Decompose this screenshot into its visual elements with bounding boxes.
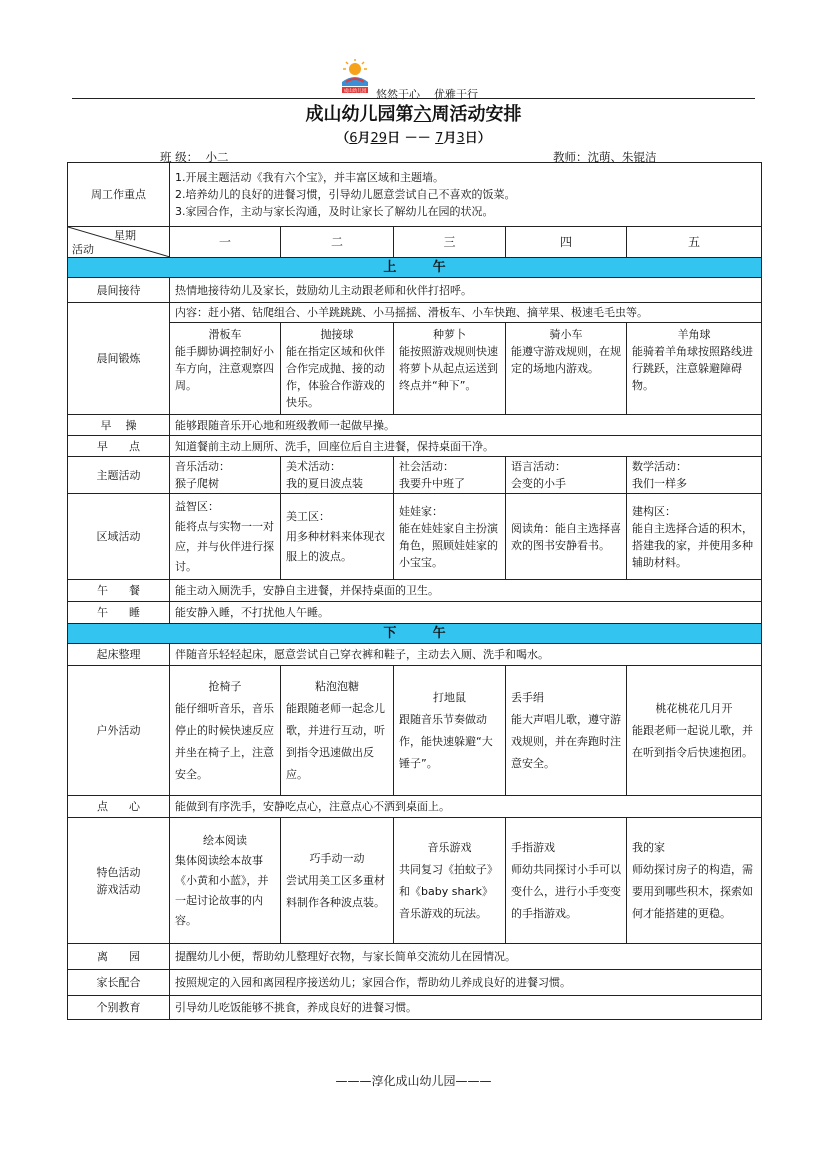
activity-desc: 能按照游戏规则快速将萝卜从起点运送到终点并“种下”。 [399, 345, 498, 392]
activity-desc: 跟随音乐节奏做动作，能快速躲避“大锤子”。 [399, 712, 493, 770]
row-content: 能安静入睡，不打扰他人午睡。 [170, 602, 762, 624]
activity-title: 美术活动： [286, 460, 341, 473]
focus-item: 1.开展主题活动《我有六个宝》，并丰富区域和主题墙。 [175, 171, 444, 184]
row-label: 离 园 [68, 944, 170, 970]
activity-desc: 能仔细听音乐，音乐停止的时候快速反应并坐在椅子上，注意安全。 [175, 701, 274, 781]
activity-desc: 我的夏日波点装 [286, 477, 363, 490]
schedule-table [67, 162, 762, 1020]
logo-text: 成山幼儿园 [343, 89, 367, 94]
activity-desc: 共同复习《拍蚊子》和《baby shark》音乐游戏的玩法。 [399, 862, 498, 920]
area-title: 娃娃家： [399, 504, 443, 518]
area-desc: 能自主选择合适的积木，搭建我的家，并使用多种辅助材料。 [632, 521, 753, 569]
activity-title: 粘泡泡糖 [315, 679, 359, 693]
activity-title: 语言活动： [511, 460, 566, 473]
page-footer: ———淳化成山幼儿园——— [335, 1074, 492, 1088]
focus-item: 3.家园合作，主动与家长沟通，及时让家长了解幼儿在园的状况。 [175, 205, 494, 218]
table-row [68, 323, 762, 415]
row-content: 能做到有序洗手，安静吃点心，注意点心不洒到桌面上。 [170, 796, 762, 818]
page-title: 成山幼儿园第六周活动安排 [305, 104, 522, 125]
activity-desc: 能遵守游戏规则，在规定的场地内游戏。 [511, 345, 621, 375]
row-label: 区域活动 [68, 494, 170, 580]
section-afternoon: 下 午 [68, 624, 762, 644]
section-morning: 上 午 [68, 258, 762, 278]
header-divider [72, 98, 755, 99]
row-content: 内容：赶小猪、钻爬组合、小羊跳跳跳、小马摇摇、滑板车、小车快跑、摘苹果、极速毛毛虫等。 [170, 303, 762, 323]
activity-title: 滑板车 [208, 328, 242, 341]
activity-desc: 集体阅读绘本故事《小黄和小蓝》，并一起讨论故事的内容。 [175, 853, 269, 927]
table-row [68, 602, 762, 624]
area-desc: 能将点与实物一一对应，并与伙伴进行探讨。 [175, 519, 274, 573]
focus-item: 2.培养幼儿的良好的进餐习惯，引导幼儿愿意尝试自己不喜欢的饭菜。 [175, 188, 516, 201]
corner-cell [68, 227, 170, 258]
activity-title: 音乐活动： [175, 460, 230, 473]
corner-top: 星期 [114, 229, 136, 242]
day-header: 四 [506, 227, 627, 258]
area-title: 阅读角： [511, 521, 555, 535]
activity-desc: 能骑着羊角球按照路线进行跳跃，注意躲避障碍物。 [632, 345, 753, 392]
area-desc: 用多种材料来体现衣服上的波点。 [286, 529, 385, 563]
row-label: 个别教育 [68, 996, 170, 1020]
activity-desc: 猴子爬树 [175, 477, 219, 490]
activity-desc: 会变的小手 [511, 477, 566, 490]
weekday-header-row [68, 227, 762, 258]
row-label: 早 点 [68, 436, 170, 457]
row-content: 能够跟随音乐开心地和班级教师一起做早操。 [170, 415, 762, 436]
table-row [68, 996, 762, 1020]
activity-title: 桃花桃花几月开 [655, 701, 733, 715]
activity-desc: 师幼共同探讨小手可以变什么，进行小手变变的手指游戏。 [511, 862, 621, 920]
row-content: 伴随音乐轻轻起床，愿意尝试自己穿衣裤和鞋子，主动去入厕、洗手和喝水。 [170, 644, 762, 666]
table-row [68, 457, 762, 494]
day-header: 五 [627, 227, 762, 258]
day-header: 一 [170, 227, 281, 258]
table-row [68, 796, 762, 818]
table-row [68, 944, 762, 970]
activity-desc: 能在指定区域和伙伴合作完成抛、接的动作，体验合作游戏的快乐。 [286, 345, 385, 409]
row-content: 引导幼儿吃饭能够不挑食，养成良好的进餐习惯。 [170, 996, 762, 1020]
row-content: 热情地接待幼儿及家长，鼓励幼儿主动跟老师和伙伴打招呼。 [170, 278, 762, 303]
activity-desc: 师幼探讨房子的构造，需要用到哪些积木，探索如何才能搭建的更稳。 [632, 862, 753, 920]
table-row [68, 303, 762, 323]
row-content: 按照规定的入园和离园程序接送幼儿；家园合作，帮助幼儿养成良好的进餐习惯。 [170, 970, 762, 996]
table-row [68, 970, 762, 996]
table-row [68, 580, 762, 602]
row-content: 知道餐前主动上厕所、洗手，回座位后自主进餐，保持桌面干净。 [170, 436, 762, 457]
activity-title: 打地鼠 [433, 690, 466, 704]
table-row [68, 278, 762, 303]
activity-title: 抛接球 [320, 328, 354, 341]
activity-desc: 能跟随老师一起念儿歌，并进行互动，听到指令迅速做出反应。 [286, 701, 385, 781]
activity-title: 羊角球 [677, 328, 711, 341]
week-number: 六 [413, 104, 432, 125]
day-header: 三 [394, 227, 506, 258]
activity-desc: 我要升中班了 [399, 477, 465, 490]
activity-desc: 能手脚协调控制好小车方向，注意观察四周。 [175, 345, 274, 392]
row-label: 周工作重点 [68, 163, 170, 227]
row-label: 点 心 [68, 796, 170, 818]
corner-bottom: 活动 [72, 243, 94, 256]
area-title: 益智区： [175, 499, 219, 513]
weekly-focus-row [68, 163, 762, 227]
activity-desc: 尝试用美工区多重材料制作各种波点装。 [286, 873, 385, 909]
row-label: 主题活动 [68, 457, 170, 494]
table-row [68, 436, 762, 457]
activity-title: 音乐游戏 [427, 840, 472, 854]
activity-title: 巧手动一动 [309, 851, 365, 865]
row-label: 户外活动 [68, 666, 170, 796]
row-label: 晨间锻炼 [68, 303, 170, 415]
row-label: 晨间接待 [68, 278, 170, 303]
row-content: 能主动入厕洗手，安静自主进餐，并保持桌面的卫生。 [170, 580, 762, 602]
row-label: 家长配合 [68, 970, 170, 996]
table-row [68, 415, 762, 436]
area-desc: 能在娃娃家自主扮演角色，照顾娃娃家的小宝宝。 [399, 521, 498, 569]
activity-title: 社会活动： [399, 460, 454, 473]
activity-title: 种萝卜 [433, 328, 466, 341]
motto: 悠然于心 优雅于行 [376, 88, 478, 101]
activity-title: 抢椅子 [208, 679, 242, 693]
row-label: 特色活动 [96, 865, 141, 879]
area-title: 美工区： [286, 509, 330, 523]
table-row [68, 494, 762, 580]
day-header: 二 [281, 227, 394, 258]
table-row [68, 818, 762, 944]
area-title: 建构区： [632, 504, 676, 518]
table-row [68, 666, 762, 796]
activity-desc: 我们一样多 [632, 477, 687, 490]
activity-title: 丢手绢 [511, 690, 544, 704]
teacher-info: 教师：沈萌、朱锟洁 [553, 150, 657, 164]
row-label: 午 餐 [68, 580, 170, 602]
activity-desc: 能跟老师一起说儿歌，并在听到指令后快速抱团。 [632, 723, 753, 759]
row-content: 提醒幼儿小便，帮助幼儿整理好衣物，与家长简单交流幼儿在园情况。 [170, 944, 762, 970]
table-row [68, 644, 762, 666]
row-label: 午 睡 [68, 602, 170, 624]
row-label: 早 操 [68, 415, 170, 436]
activity-title: 绘本阅读 [203, 833, 247, 847]
area-desc: 能自主选择喜欢的图书安静看书。 [511, 521, 621, 552]
kindergarten-logo [338, 58, 372, 96]
class-info: 班 级： 小二 [160, 150, 240, 164]
activity-title: 我的家 [632, 840, 665, 854]
activity-desc: 能大声唱儿歌，遵守游戏规则，并在奔跑时注意安全。 [511, 712, 621, 770]
activity-title: 数学活动： [632, 460, 687, 473]
date-range: （6月29日 －－ 7月3日） [336, 131, 491, 146]
activity-title: 骑小车 [549, 328, 583, 341]
row-label: 游戏活动 [96, 882, 141, 896]
row-label: 起床整理 [68, 644, 170, 666]
activity-title: 手指游戏 [511, 840, 555, 854]
